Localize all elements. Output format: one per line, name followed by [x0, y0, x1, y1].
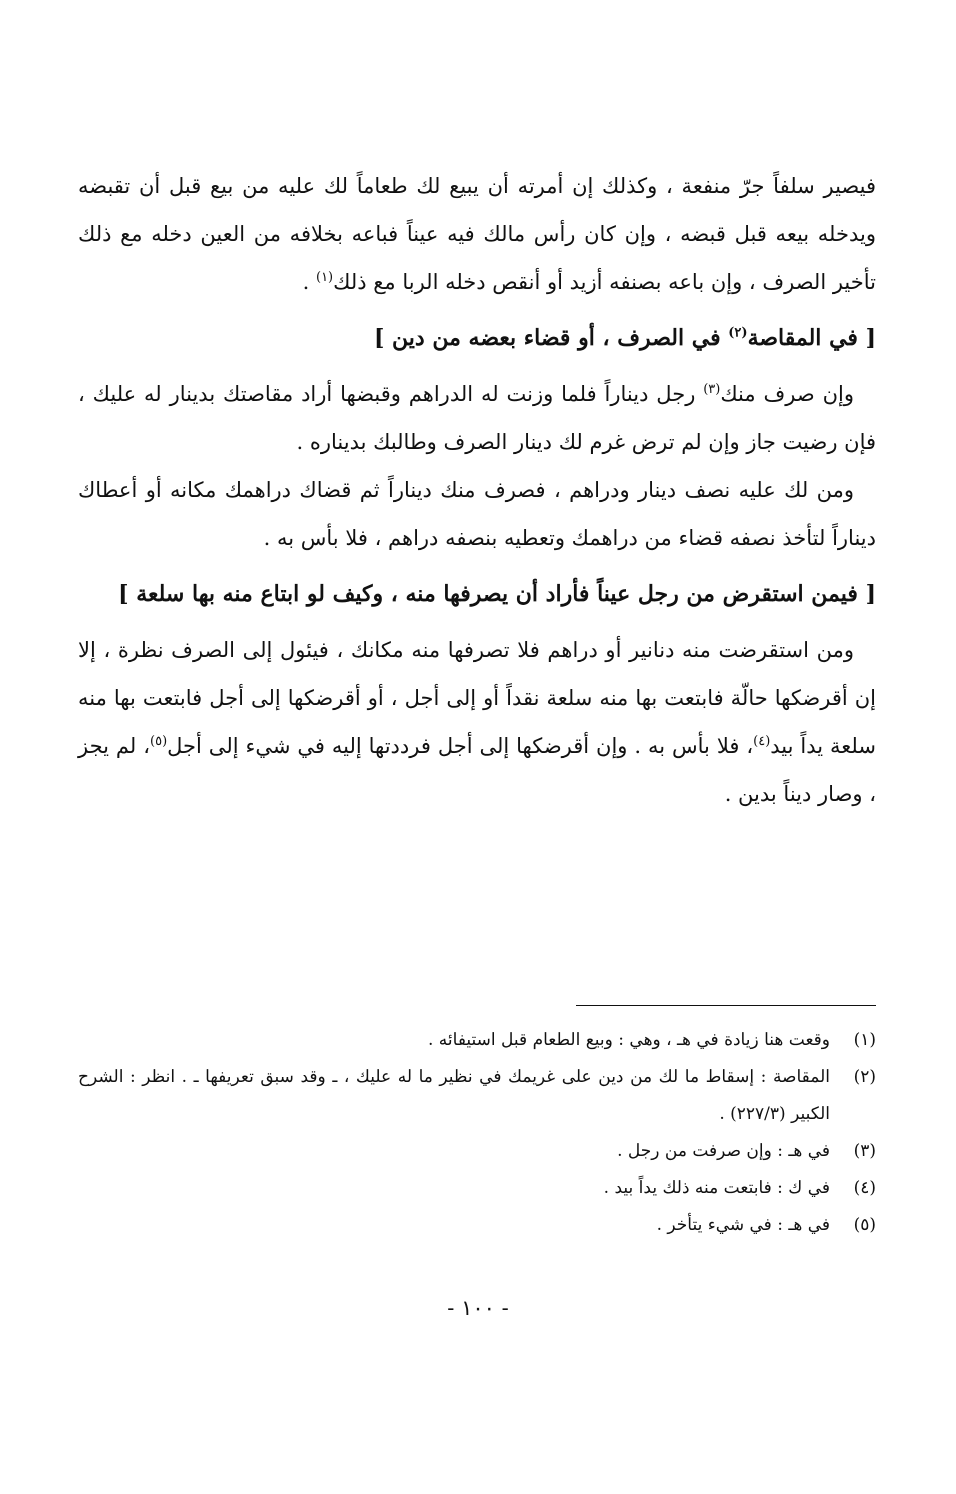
- footnote-separator: [576, 1005, 876, 1006]
- paragraph-4: [78, 626, 876, 818]
- footnote-number: (٣): [853, 1141, 876, 1161]
- footnote-2: [78, 1059, 876, 1133]
- footnotes: [78, 1022, 876, 1244]
- paragraph-1-end: .: [302, 270, 316, 294]
- footnote-text: المقاصة : إسقاط ما لك من دين على غريمك في نظير ما له عليك ، ـ وقد سبق تعريفها ـ . انظر : الشرح الكبير (٢٢٧/٣) .: [78, 1067, 830, 1124]
- footnote-5: [78, 1207, 876, 1244]
- footnote-text: وقعت هنا زيادة في هـ ، وهي : وبيع الطعام قبل استيفائه .: [427, 1030, 830, 1050]
- main-text: [78, 162, 876, 818]
- paragraph-3: ومن لك عليه نصف دينار ودراهم ، فصرف منك ديناراً ثم قضاك دراهمك مكانه أو أعطاك ديناراً لتأخذ نصفه قضاء من دراهمك وتعطيه بنصفه دراهم ، فلا بأس به .: [78, 478, 876, 550]
- paragraph-4-a: ومن استقرضت منه دنانير أو دراهم فلا تصرفها منه مكانك ، فيئول إلى الصرف نظرة ، إلا إن أقرضكها حالّة فابتعت بها منه سلعة نقداً أو إلى أجل ، أو أقرضكها إلى أجل فابتعت بها منه سلعة يداً بيد: [78, 638, 876, 758]
- footnote-text: في ك : فابتعت منه ذلك يداً بيد .: [603, 1178, 830, 1198]
- section-heading-1-b: في الصرف ، أو قضاء بعضه من دين ]: [373, 325, 729, 351]
- page-number: - ١٠٠ -: [447, 1296, 509, 1320]
- paragraph-2-a: وإن صرف منك: [720, 382, 854, 406]
- footnote-4: [78, 1170, 876, 1207]
- footnote-text: في هـ : في شيء يتأخر .: [656, 1215, 830, 1235]
- paragraph-4-c: ، لم يجز ، وصار ديناً بدين .: [78, 734, 876, 806]
- section-heading-1-a: [ في المقاصة: [747, 325, 876, 351]
- footnote-1: [78, 1022, 876, 1059]
- paragraph-2: [78, 370, 876, 466]
- footnote-number: (٤): [853, 1178, 876, 1198]
- footnote-ref-4: (٤): [753, 734, 771, 749]
- footnote-3: [78, 1133, 876, 1170]
- section-heading-2: [ فيمن استقرض من رجل عيناً فأراد أن يصرفها منه ، وكيف لو ابتاع منه بها سلعة ]: [118, 581, 876, 607]
- footnote-text: في هـ : وإن صرفت من رجل .: [617, 1141, 830, 1161]
- paragraph-1: [78, 162, 876, 306]
- footnote-ref-1: (١): [315, 270, 334, 285]
- footnote-number: (٢): [853, 1067, 876, 1087]
- paragraph-1-text: فيصير سلفاً جرّ منفعة ، وكذلك إن أمرته أن يبيع لك طعاماً لك عليه من بيع قبل أن تقبضه ويدخله بيعه قبل قبضه ، وإن كان رأس مالك فيه عيناً فباعه بخلافه من العين دخله مع ذلك تأخير الصرف ، وإن باعه بصنفه أزيد أو أنقص دخله الربا مع ذلك: [78, 174, 876, 294]
- footnote-number: (٥): [853, 1215, 876, 1235]
- footnote-ref-2: (٢): [728, 325, 748, 341]
- paragraph-4-b: ، فلا بأس به . وإن أقرضكها إلى أجل فرددتها إليه في شيء إلى أجل: [167, 734, 754, 758]
- section-heading-1: [78, 314, 876, 362]
- footnote-number: (١): [853, 1030, 876, 1050]
- footnote-ref-5: (٥): [150, 734, 168, 749]
- paragraph-2-b: رجل ديناراً فلما وزنت له الدراهم وقبضها أراد مقاصتك بدينار له عليك ، فإن رضيت جاز وإن لم ترض غرم لك دينار الصرف وطالبك بديناره .: [78, 382, 876, 454]
- footnote-ref-3: (٣): [703, 382, 721, 397]
